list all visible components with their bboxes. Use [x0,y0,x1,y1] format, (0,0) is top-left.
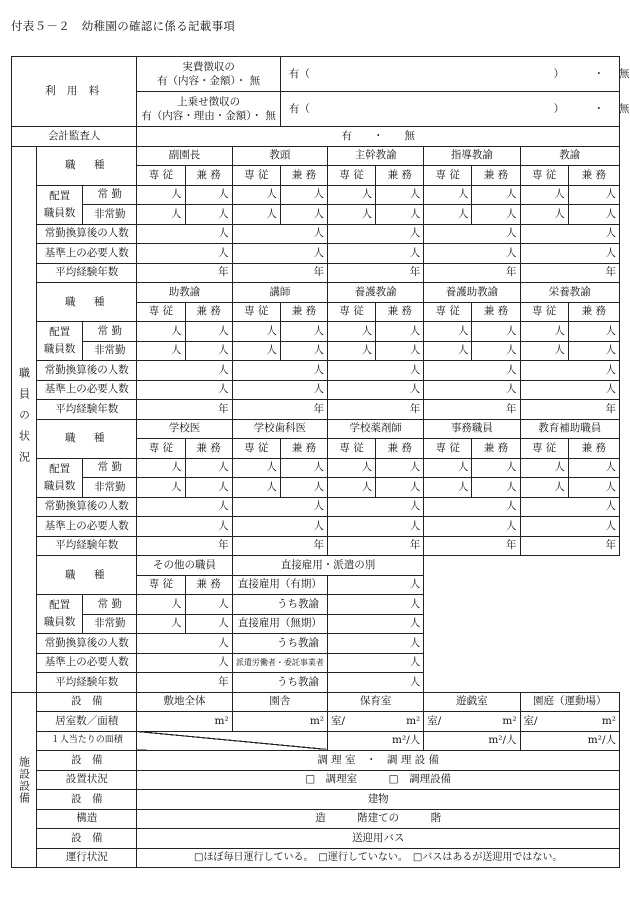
nin-cell: 人 [185,185,232,205]
fee-actual-top: 実費徴収の [182,61,235,73]
nin-cell: 人 [520,478,568,498]
nin-cell: 人 [137,185,185,205]
haichi-bottom: 職員数 [43,479,76,492]
facility-col: 園庭（運動場） [520,692,619,712]
nin-cell: 人 [472,185,520,205]
fee-extra-dot: ・ [593,102,605,115]
status-label: 設置状況 [37,770,137,790]
nin-cell: 人 [232,185,280,205]
fee-label: 利 用 料 [12,57,137,127]
nin-cell: 人 [520,517,619,537]
nin-cell: 人 [327,614,423,634]
nen-cell: 年 [520,263,619,283]
m2-per-cell: m²/人 [424,731,520,751]
nen-cell: 年 [137,263,232,283]
page-title: 付表５－２ 幼稚園の確認に係る記載事項 [11,19,236,33]
kansan-label: 常勤換算後の人数 [37,497,137,517]
kenmu-header: 兼 務 [376,439,424,459]
nin-cell: 人 [424,185,472,205]
job-title: 学校歯科医 [232,419,327,439]
room-area-cell [520,712,619,732]
nin-cell: 人 [137,322,185,342]
nin-cell: 人 [520,497,619,517]
nin-cell: 人 [232,478,280,498]
facility-col: 敷地全体 [137,692,232,712]
nin-cell: 人 [232,341,280,361]
nin-cell: 人 [327,458,375,478]
nin-cell: 人 [327,653,423,673]
nin-cell: 人 [137,341,185,361]
nin-cell: 人 [424,517,520,537]
kijun-label: 基準上の必要人数 [37,653,137,673]
kenmu-header: 兼 務 [568,439,619,459]
senju-header: 専 従 [232,166,280,186]
run-value: □ほぼ毎日運行している。 □運行していない。 □バスはあるが送迎用ではない。 [137,848,620,868]
shokushu-label: 職 種 [37,283,137,322]
nin-cell: 人 [520,361,619,381]
nin-cell: 人 [137,458,185,478]
nen-cell: 年 [232,263,327,283]
nin-cell: 人 [137,497,232,517]
nin-cell: 人 [520,244,619,264]
nin-cell: 人 [424,224,520,244]
form-table [11,56,630,868]
nin-cell: 人 [376,478,424,498]
auditor-yes: 有 [341,129,352,142]
other-staff-title: その他の職員 [137,556,232,576]
job-title: 学校薬剤師 [327,419,423,439]
senju-header: 専 従 [327,302,375,322]
nin-cell: 人 [520,380,619,400]
setsubi-label: 設 備 [37,692,137,712]
blank-area [424,556,620,693]
nin-cell: 人 [327,517,423,537]
facility-col: 遊戯室 [424,692,520,712]
room-unit: 室/ [523,714,538,727]
nin-cell: 人 [376,458,424,478]
jokin-label: 常 勤 [83,185,137,205]
senju-header: 専 従 [232,302,280,322]
nen-cell: 年 [520,536,619,556]
nen-cell: 年 [327,536,423,556]
haichi-top: 配置 [49,462,71,475]
nin-cell: 人 [185,614,232,634]
nin-cell: 人 [424,458,472,478]
setsubi-label: 設 備 [37,790,137,810]
structure-value: 造 階建ての 階 [137,809,620,829]
fee-actual-yes: 有（ [288,67,310,80]
kijun-label: 基準上の必要人数 [37,517,137,537]
auditor-dot: ・ [372,129,384,142]
haichi-top: 配置 [49,599,71,611]
fee-actual-value [280,57,630,92]
kenmu-header: 兼 務 [472,302,520,322]
nen-cell: 年 [137,400,232,420]
room-area-cell [424,712,520,732]
nin-cell: 人 [137,595,185,615]
nin-cell: 人 [327,322,375,342]
fee-extra-top: 上乗せ徴収の [177,96,241,108]
nin-cell: 人 [137,361,232,381]
job-title: 学校医 [137,419,232,439]
senju-header: 専 従 [137,302,185,322]
nin-cell: 人 [327,595,423,615]
facility-section-label: 施設設備 [12,692,37,868]
nin-cell: 人 [327,341,375,361]
direct-row-label: うち教諭 [232,673,327,693]
senju-header: 専 従 [137,575,185,595]
fee-actual-bottom: 有（内容・金額）・ 無 [157,75,261,87]
fee-extra-close: ） [553,102,565,115]
m2-per-cell: m²/人 [327,731,423,751]
nin-cell: 人 [137,634,232,654]
kenmu-header: 兼 務 [185,166,232,186]
nin-cell: 人 [376,322,424,342]
nin-cell: 人 [137,653,232,673]
haichi-label [37,458,83,497]
area-label: 居室数／面積 [37,712,137,732]
senju-header: 専 従 [327,166,375,186]
nin-cell: 人 [520,322,568,342]
nin-cell: 人 [185,322,232,342]
shokushu-label: 職 種 [37,556,137,595]
setsubi-label: 設 備 [37,829,137,849]
nin-cell: 人 [185,595,232,615]
senju-header: 専 従 [327,439,375,459]
nin-cell: 人 [376,341,424,361]
nin-cell: 人 [568,185,619,205]
job-title: 講師 [232,283,327,303]
direct-row-label: 派遣労働者・委託事業者 [232,653,327,673]
direct-row-label: 直接雇用（有期） [232,575,327,595]
shokushu-label: 職 種 [37,419,137,458]
fee-extra-value [280,92,630,127]
jokin-label: 常 勤 [83,458,137,478]
nen-cell: 年 [520,400,619,420]
nin-cell: 人 [232,380,327,400]
nin-cell: 人 [520,185,568,205]
nin-cell: 人 [137,478,185,498]
nin-cell: 人 [520,205,568,225]
nin-cell: 人 [472,205,520,225]
run-label: 運行状況 [37,848,137,868]
kenmu-header: 兼 務 [376,166,424,186]
nin-cell: 人 [232,244,327,264]
staff-section-label: 職員の状況 [12,146,37,692]
auditor-no: 無 [404,129,415,142]
diagonal-cell [137,731,328,751]
nin-cell: 人 [424,205,472,225]
job-title: 副園長 [137,146,232,166]
nin-cell: 人 [185,205,232,225]
nin-cell: 人 [520,224,619,244]
kansan-label: 常勤換算後の人数 [37,634,137,654]
nen-cell: 年 [232,400,327,420]
nin-cell: 人 [472,322,520,342]
haichi-label [37,322,83,361]
nin-cell: 人 [376,205,424,225]
job-title: 指導教諭 [424,146,520,166]
job-title: 教頭 [232,146,327,166]
senju-header: 専 従 [137,166,185,186]
nin-cell: 人 [327,185,375,205]
nin-cell: 人 [424,497,520,517]
senju-header: 専 従 [232,439,280,459]
nin-cell: 人 [137,380,232,400]
kenmu-header: 兼 務 [185,575,232,595]
haichi-label [37,595,83,634]
nin-cell: 人 [568,341,619,361]
nin-cell: 人 [280,458,327,478]
nen-cell: 年 [232,536,327,556]
nin-cell: 人 [327,673,423,693]
kenmu-header: 兼 務 [280,302,327,322]
nin-cell: 人 [424,380,520,400]
auditor-value [137,127,620,147]
auditor-label: 会計監査人 [12,127,137,147]
kansan-label: 常勤換算後の人数 [37,224,137,244]
nen-cell: 年 [137,536,232,556]
kenmu-header: 兼 務 [376,302,424,322]
m2-per-cell: m²/人 [520,731,619,751]
kijun-label: 基準上の必要人数 [37,380,137,400]
nin-cell: 人 [568,205,619,225]
fee-extra-bottom: 有（内容・理由・金額）・ 無 [141,110,276,122]
status-value: □ 調理室 □ 調理設備 [137,770,620,790]
nin-cell: 人 [424,341,472,361]
fee-actual-no: 無 [618,67,630,80]
building-value: 建物 [137,790,620,810]
nin-cell: 人 [472,458,520,478]
m2-unit: m² [601,714,616,727]
haichi-bottom: 職員数 [43,616,76,628]
direct-row-label: うち教諭 [232,634,327,654]
room-area-cell [327,712,423,732]
nin-cell: 人 [232,224,327,244]
kenmu-header: 兼 務 [280,166,327,186]
nin-cell: 人 [327,205,375,225]
nin-cell: 人 [137,517,232,537]
haichi-top: 配置 [49,189,71,202]
room-unit: 室/ [427,714,442,727]
nin-cell: 人 [568,458,619,478]
nin-cell: 人 [232,497,327,517]
direct-row-label: 直接雇用（無期） [232,614,327,634]
senju-header: 専 従 [520,166,568,186]
nin-cell: 人 [520,341,568,361]
jokin-label: 常 勤 [83,322,137,342]
nin-cell: 人 [376,185,424,205]
nin-cell: 人 [472,478,520,498]
nin-cell: 人 [232,205,280,225]
hijokin-label: 非常勤 [83,478,137,498]
nin-cell: 人 [185,341,232,361]
nin-cell: 人 [232,361,327,381]
direct-row-label: うち教諭 [232,595,327,615]
nin-cell: 人 [424,361,520,381]
kitchen-value: 調 理 室 ・ 調 理 設 備 [137,751,620,771]
nin-cell: 人 [327,361,423,381]
kenmu-header: 兼 務 [472,166,520,186]
setsubi-label: 設 備 [37,751,137,771]
job-title: 教諭 [520,146,619,166]
heikin-label: 平均経験年数 [37,536,137,556]
nin-cell: 人 [327,380,423,400]
nin-cell: 人 [137,244,232,264]
haichi-bottom: 職員数 [43,343,76,355]
nin-cell: 人 [327,634,423,654]
haichi-top: 配置 [49,326,71,338]
nin-cell: 人 [327,575,423,595]
hijokin-label: 非常勤 [83,614,137,634]
kenmu-header: 兼 務 [185,439,232,459]
hijokin-label: 非常勤 [83,341,137,361]
senju-header: 専 従 [520,302,568,322]
nen-cell: 年 [137,673,232,693]
job-title: 養護助教諭 [424,283,520,303]
nin-cell: 人 [280,185,327,205]
nin-cell: 人 [232,517,327,537]
senju-header: 専 従 [137,439,185,459]
nin-cell: 人 [232,322,280,342]
nin-cell: 人 [520,458,568,478]
m2-cell: m² [232,712,327,732]
nin-cell: 人 [137,224,232,244]
nen-cell: 年 [424,536,520,556]
kenmu-header: 兼 務 [568,302,619,322]
nin-cell: 人 [424,322,472,342]
fee-actual-close: ） [553,67,565,80]
fee-extra-yes: 有（ [288,102,310,115]
nin-cell: 人 [568,478,619,498]
fee-actual-label [137,57,280,92]
job-title: 主幹教諭 [327,146,423,166]
nin-cell: 人 [327,478,375,498]
senju-header: 専 従 [424,302,472,322]
job-title: 事務職員 [424,419,520,439]
heikin-label: 平均経験年数 [37,673,137,693]
job-title: 助教諭 [137,283,232,303]
per-label: １人当たりの面積 [37,731,137,751]
job-title: 教育補助職員 [520,419,619,439]
nin-cell: 人 [327,224,423,244]
kenmu-header: 兼 務 [185,302,232,322]
senju-header: 専 従 [520,439,568,459]
nin-cell: 人 [568,322,619,342]
nin-cell: 人 [280,322,327,342]
nin-cell: 人 [327,244,423,264]
heikin-label: 平均経験年数 [37,400,137,420]
nin-cell: 人 [472,341,520,361]
haichi-label [37,185,83,224]
kansan-label: 常勤換算後の人数 [37,361,137,381]
kenmu-header: 兼 務 [568,166,619,186]
jokin-label: 常 勤 [83,595,137,615]
room-unit: 室/ [330,714,346,727]
direct-header: 直接雇用・派遣の別 [232,556,424,576]
nen-cell: 年 [424,263,520,283]
nen-cell: 年 [424,400,520,420]
kenmu-header: 兼 務 [280,439,327,459]
job-title: 栄養教諭 [520,283,619,303]
nin-cell: 人 [327,497,423,517]
nen-cell: 年 [327,400,423,420]
m2-cell: m² [137,712,232,732]
nin-cell: 人 [424,478,472,498]
nin-cell: 人 [280,478,327,498]
fee-extra-no: 無 [618,102,630,115]
facility-col: 園舎 [232,692,327,712]
job-title: 養護教諭 [327,283,423,303]
fee-extra-label [137,92,280,127]
senju-header: 専 従 [424,439,472,459]
fee-actual-dot: ・ [593,67,605,80]
nin-cell: 人 [232,458,280,478]
kijun-label: 基準上の必要人数 [37,244,137,264]
nen-cell: 年 [327,263,423,283]
nin-cell: 人 [280,341,327,361]
heikin-label: 平均経験年数 [37,263,137,283]
nin-cell: 人 [424,244,520,264]
nin-cell: 人 [185,458,232,478]
nin-cell: 人 [137,614,185,634]
structure-label: 構造 [37,809,137,829]
m2-unit: m² [502,714,517,727]
m2-unit: m² [406,714,421,727]
haichi-bottom: 職員数 [43,206,76,219]
hijokin-label: 非常勤 [83,205,137,225]
bus-value: 送迎用バス [137,829,620,849]
facility-col: 保育室 [327,692,423,712]
senju-header: 専 従 [424,166,472,186]
nin-cell: 人 [137,205,185,225]
nin-cell: 人 [280,205,327,225]
kenmu-header: 兼 務 [472,439,520,459]
nin-cell: 人 [185,478,232,498]
shokushu-label: 職 種 [37,146,137,185]
